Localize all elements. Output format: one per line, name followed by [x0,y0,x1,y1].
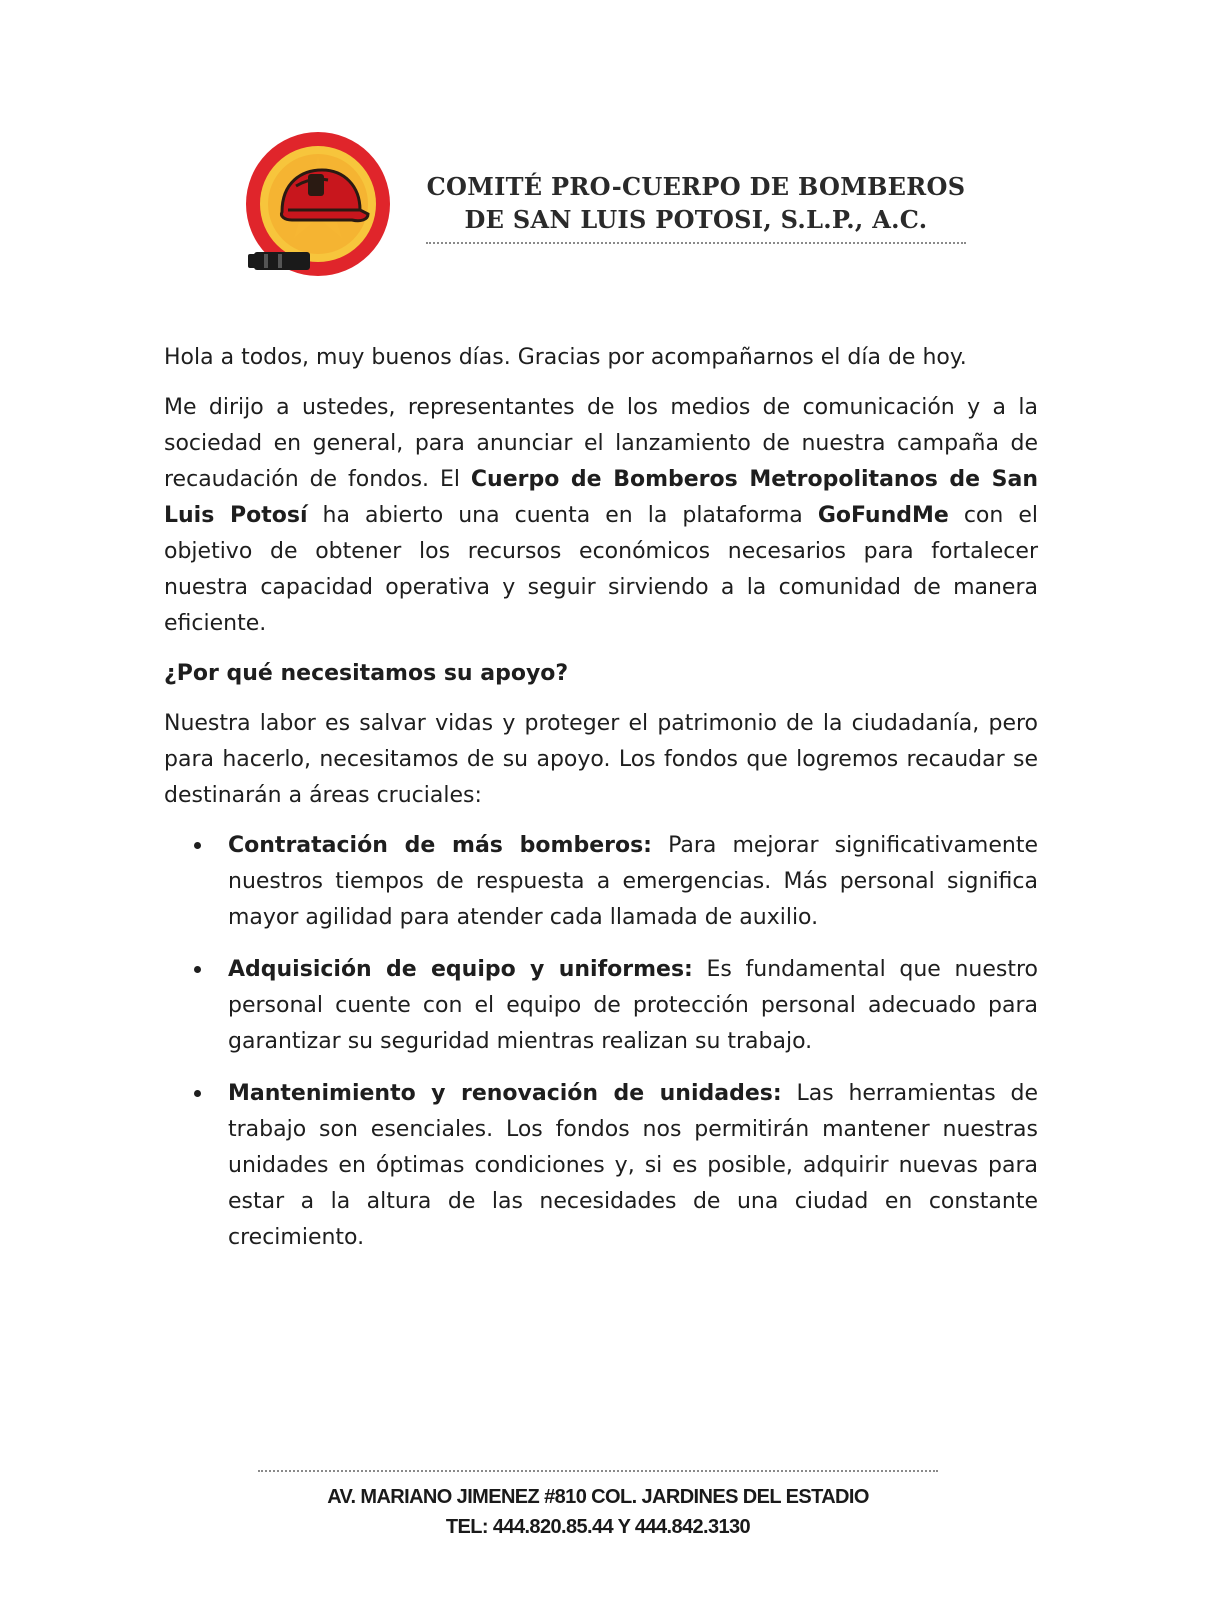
list-item [164,1076,1038,1256]
list-item-text: Para mejorar significativamente nuestros tiempos de respuesta a emergencias. Más personal significa mayor agilidad para atender cada llamada de auxilio. [228,833,1038,930]
firefighter-helmet-seal-icon [236,126,406,286]
intro-bold-org: Cuerpo de Bomberos Metropolitanos de San Luis Potosí [164,467,1038,528]
footer-phones: TEL: 444.820.85.44 Y 444.842.3130 [445,1516,751,1538]
support-paragraph: Nuestra labor es salvar vidas y proteger el patrimonio de la ciudadanía, pero para hacerlo, necesitamos de su apoyo. Los fondos que logremos recaudar se destinarán a áreas cruciales: [164,711,1038,808]
list-item [164,828,1038,936]
logo-seal [236,126,406,286]
bullet-icon [194,842,201,849]
letter-body [164,340,1038,1272]
org-line-2: DE SAN LUIS POTOSI, S.L.P., A.C. [464,205,928,234]
list-item [164,952,1038,1060]
intro-paragraph [164,390,1038,642]
organization-name [426,170,966,236]
greeting: Hola a todos, muy buenos días. Gracias por acompañarnos el día de hoy. [164,345,967,370]
list-item-text: Es fundamental que nuestro personal cuente con el equipo de protección personal adecuado para garantizar su seguridad mientras realizan su trabajo. [228,957,1038,1054]
intro-bold-platform: GoFundMe [817,503,949,528]
section-heading: ¿Por qué necesitamos su apoyo? [164,661,569,686]
footer-address: AV. MARIANO JIMENEZ #810 COL. JARDINES DEL ESTADIO [327,1486,869,1508]
list-item-text: Las herramientas de trabajo son esenciales. Los fondos nos permitirán mantener nuestras unidades en óptimas condiciones y, si es posible, adquirir nuevas para estar a la altura de las necesidades de una ciudad en constante crecimiento. [228,1081,1038,1250]
funding-areas-list [164,828,1038,1256]
footer-divider [258,1470,938,1472]
footer [258,1482,938,1542]
intro-text-1: Me dirijo a ustedes, representantes de los medios de comunicación y a la sociedad en general, para anunciar el lanzamiento de nuestra campaña de recaudación de fondos. El [164,395,1038,492]
org-line-1: COMITÉ PRO-CUERPO DE BOMBEROS [426,172,966,201]
bullet-icon [194,1090,201,1097]
list-item-title: Mantenimiento y renovación de unidades: [228,1081,782,1106]
intro-text-3: con el objetivo de obtener los recursos económicos necesarios para fortalecer nuestra capacidad operativa y seguir sirviendo a la comunidad de manera eficiente. [164,503,1038,636]
intro-text-2: ha abierto una cuenta en la plataforma [307,503,818,528]
list-item-title: Adquisición de equipo y uniformes: [228,957,693,982]
list-item-title: Contratación de más bomberos: [228,833,652,858]
bullet-icon [194,966,201,973]
header-divider [426,242,966,244]
